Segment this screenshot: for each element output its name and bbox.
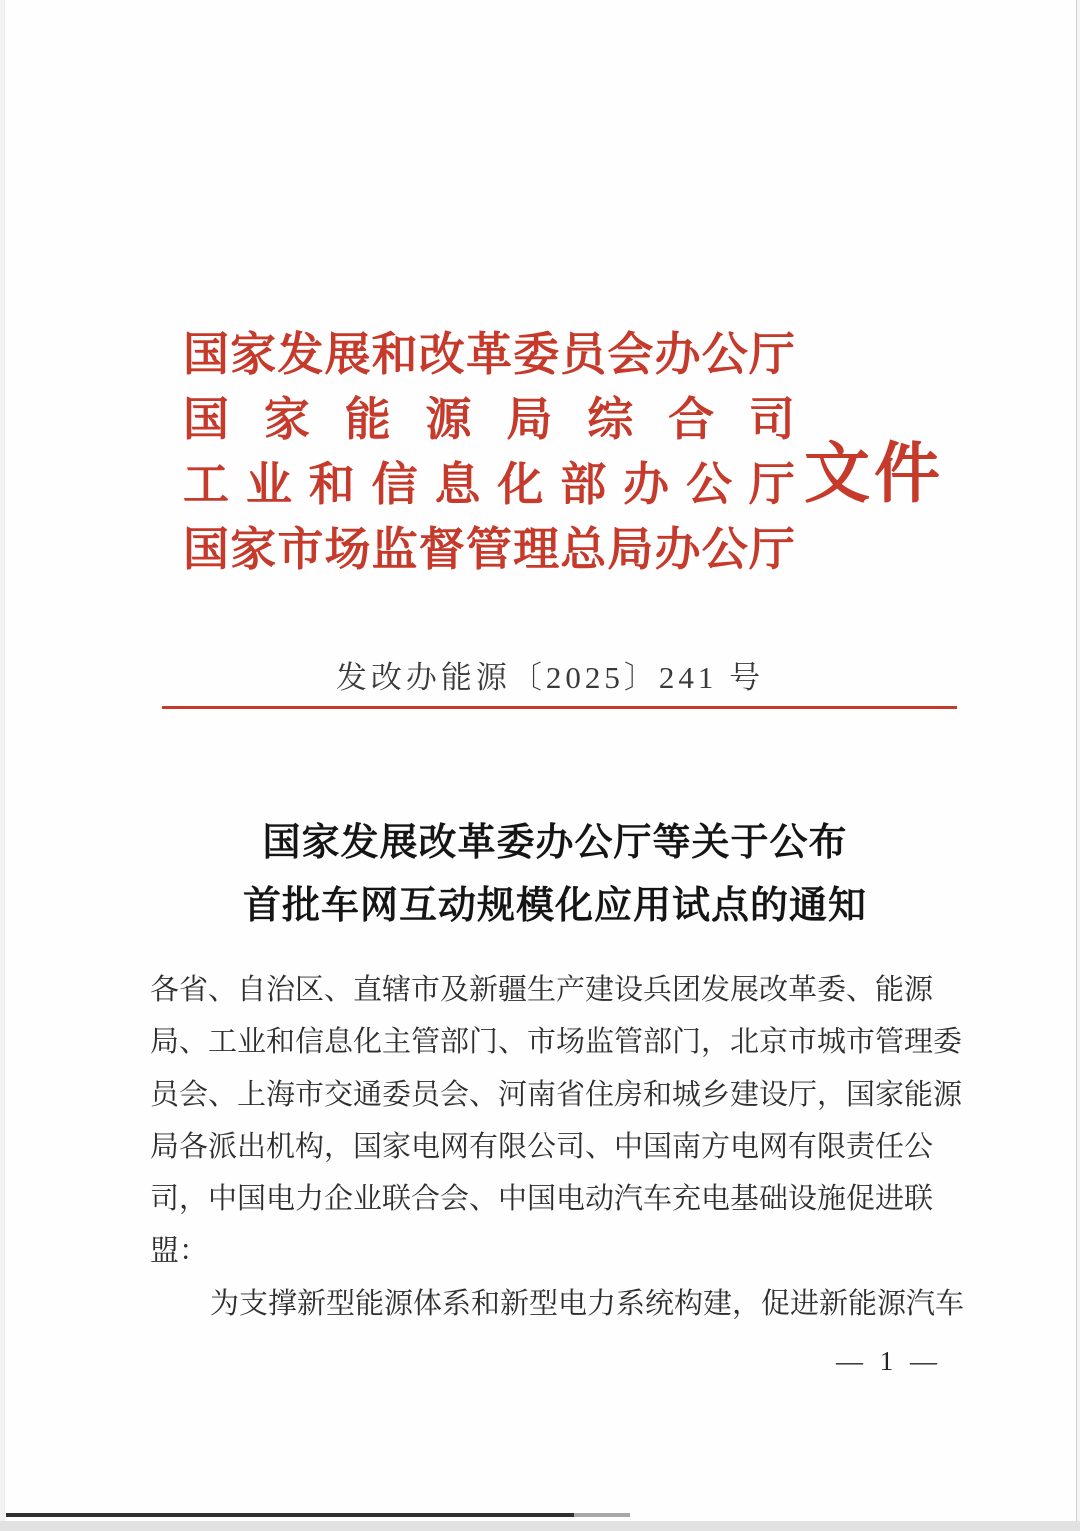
body-line-6: 盟：	[150, 1235, 209, 1268]
issuer-line-samr: 国 家 市 场 监 督 管 理 总 局 办 公 厅	[183, 523, 795, 575]
doc-type-label: 文件	[804, 438, 944, 511]
title-line-1: 国家发展改革委办公厅等关于公布	[262, 822, 848, 864]
body-line-2: 局、工业和信息化主管部门、市场监管部门，北京市城市管理委	[150, 1026, 963, 1059]
issuer-line-ndrc: 国 家 发 展 和 改 革 委 员 会 办 公 厅	[183, 328, 795, 380]
scan-artifact-left-edge	[0, 0, 5, 1531]
body-text	[150, 964, 965, 1330]
body-line-4: 局各派出机构，国家电网有限公司、中国南方电网有限责任公	[150, 1130, 934, 1163]
document-title	[120, 812, 990, 938]
issuer-block	[183, 318, 795, 578]
body-line-7: 为支撑新型能源体系和新型电力系统构建，促进新能源汽车	[210, 1287, 965, 1320]
issuer-line-miit: 工 业 和 信 息 化 部 办 公 厅	[183, 458, 795, 510]
title-line-2: 首批车网互动规模化应用试点的通知	[242, 885, 867, 927]
scan-artifact-bottom-shadow-gray	[574, 1513, 630, 1517]
scan-artifact-bottom-shadow-dark	[6, 1513, 574, 1517]
scan-artifact-bottom-band	[0, 1521, 1080, 1531]
page-number: — 1 —	[836, 1346, 942, 1376]
red-separator-line	[162, 706, 957, 709]
body-line-1: 各省、自治区、直辖市及新疆生产建设兵团发展改革委、能源	[150, 974, 934, 1006]
doc-number: 发改办能源〔2025〕241 号	[335, 660, 765, 695]
issuer-line-nea: 国 家 能 源 局 综 合 司	[183, 393, 795, 445]
body-line-3: 员会、上海市交通委员会、河南省住房和城乡建设厅，国家能源	[150, 1078, 963, 1111]
body-line-5: 司，中国电力企业联合会、中国电动汽车充电基础设施促进联	[150, 1183, 934, 1216]
